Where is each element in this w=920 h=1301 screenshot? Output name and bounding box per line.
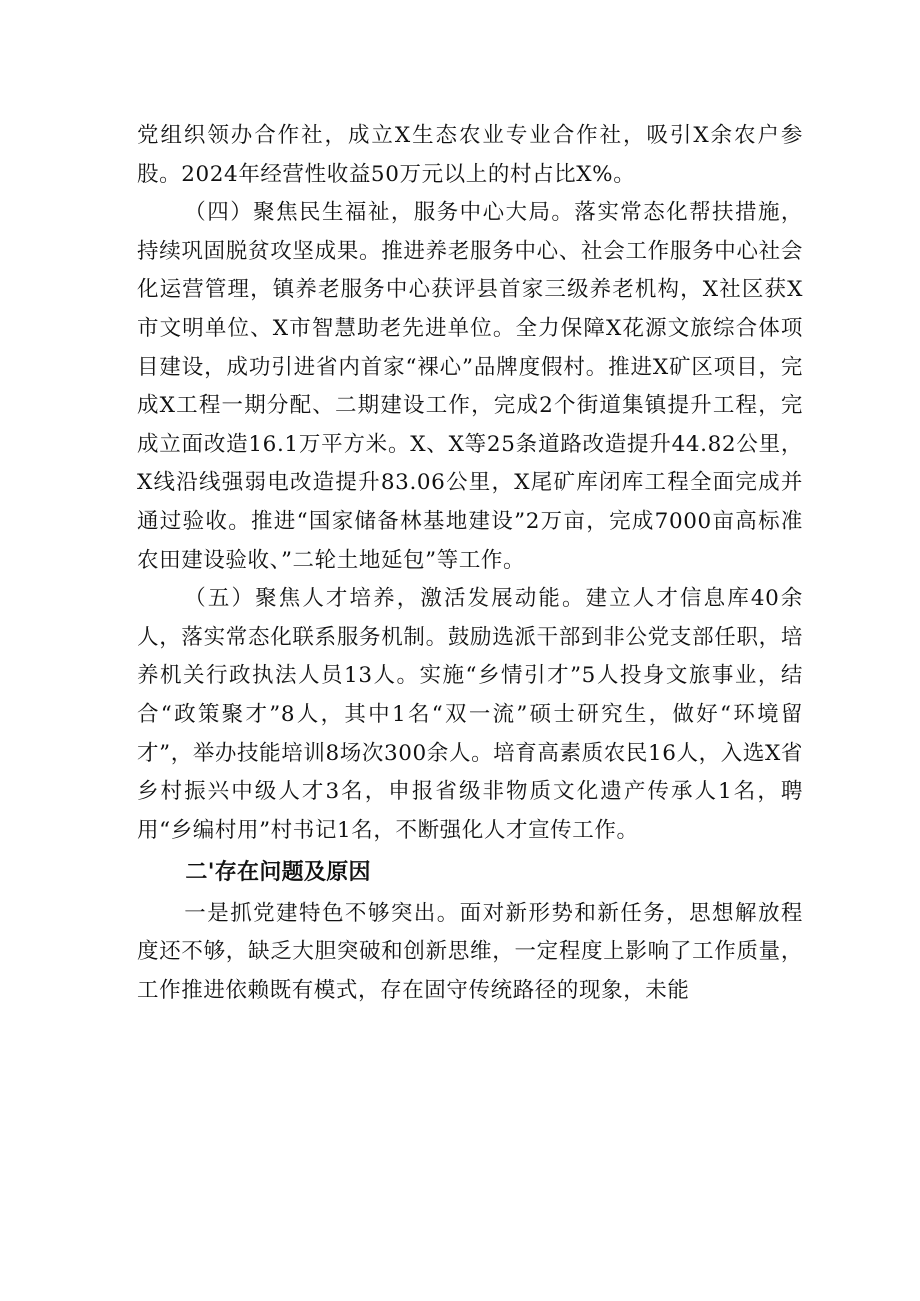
section-heading-problems: 二'存在问题及原因: [185, 860, 371, 886]
document-body: [137, 117, 803, 1011]
paragraph-party-building-issue: 一是抓党建特色不够突出。面对新形势和新任务，思想解放程度还不够，缺乏大胆突破和创新思维，一定程度上影响了工作质量，工作推进依赖既有模式，存在固守传统路径的现象，未能: [137, 900, 803, 1004]
paragraph-cooperative-summary: 党组织领办合作社，成立X生态农业专业合作社，吸引X余农户参股。2024年经营性收益50万元以上的村占比X%。: [137, 123, 803, 187]
paragraph-talent-cultivation: （五）聚焦人才培养，激活发展动能。建立人才信息库40余人，落实常态化联系服务机制。鼓励选派干部到非公党支部任职，培养机关行政执法人员13人。实施“乡情引才”5人投身文旅事业，结合“政策聚才”8人，其中1名“双一流”硕士研究生，做好“环境留才”，举办技能培训8场次300余人。培育高素质农民16人，入选X省乡村振兴中级人才3名，申报省级非物质文化遗产传承人1名，聘用“乡编村用”村书记1名，不断强化人才宣传工作。: [137, 586, 803, 843]
paragraph-livelihood-welfare: （四）聚焦民生福祉，服务中心大局。落实常态化帮扶措施，持续巩固脱贫攻坚成果。推进养老服务中心、社会工作服务中心社会化运营管理，镇养老服务中心获评县首家三级养老机构，X社区获X市文明单位、X市智慧助老先进单位。全力保障X花源文旅综合体项目建设，成功引进省内首家“裸心”品牌度假村。推进X矿区项目，完成X工程一期分配、二期建设工作，完成2个街道集镇提升工程，完成立面改造16.1万平方米。X、X等25条道路改造提升44.82公里，X线沿线强弱电改造提升83.06公里，X尾矿库闭库工程全面完成并通过验收。推进“国家储备林基地建设”2万亩，完成7000亩高标准农田建设验收、”二轮土地延包”等工作。: [137, 200, 803, 573]
